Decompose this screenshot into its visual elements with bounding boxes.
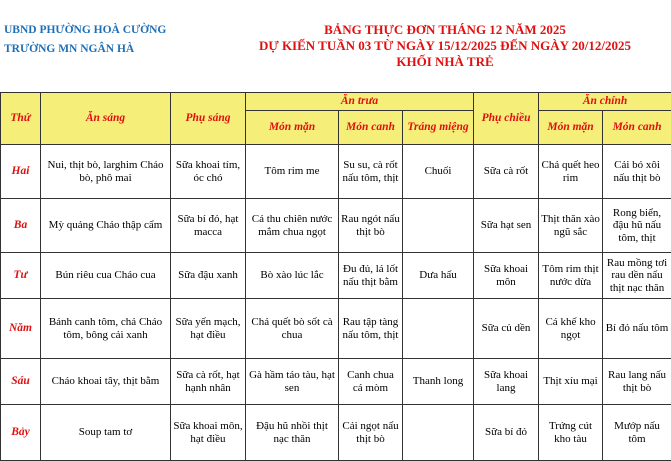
header-phu-sang: Phụ sáng [171,93,246,145]
trang-mieng-cell: Thanh long [403,359,474,405]
table-row [1,299,671,359]
title-line-1: BẢNG THỰC ĐƠN THÁNG 12 NĂM 2025 [220,22,670,38]
table-row [1,253,671,299]
an-sang-cell: Cháo khoai tây, thịt bằm [41,359,171,405]
mon-canh-cell: Đu đủ, lá lốt nấu thịt bằm [339,253,403,299]
title-line-3: KHỐI NHÀ TRẺ [220,54,670,70]
trang-mieng-cell: Dưa hấu [403,253,474,299]
day-cell: Sáu [1,359,41,405]
mon-man-cell: Cá thu chiên nước mắm chua ngọt [246,199,339,253]
org-line-2: TRƯỜNG MN NGÂN HÀ [4,43,134,55]
trang-mieng-cell [403,299,474,359]
mon-canh-cell: Rau tập tàng nấu tôm, thịt [339,299,403,359]
chinh-man-cell: Chả quết heo rim [539,145,603,199]
phu-sang-cell: Sữa đậu xanh [171,253,246,299]
header-chinh-mon-canh: Món canh [603,111,671,145]
an-sang-cell: Bún riêu cua Cháo cua [41,253,171,299]
phu-chieu-cell: Sữa củ dền [474,299,539,359]
day-cell: Bảy [1,405,41,461]
mon-man-cell: Tôm rim me [246,145,339,199]
trang-mieng-cell: Chuối [403,145,474,199]
chinh-man-cell: Trứng cút kho tàu [539,405,603,461]
chinh-canh-cell: Rong biển, đậu hũ nấu tôm, thịt [603,199,671,253]
chinh-canh-cell: Bí đỏ nấu tôm [603,299,671,359]
header-an-sang: Ăn sáng [41,93,171,145]
phu-chieu-cell: Sữa cà rốt [474,145,539,199]
header-mon-man: Món mặn [246,111,339,145]
header-mon-canh: Món canh [339,111,403,145]
menu-table [0,92,671,461]
chinh-canh-cell: Mướp nấu tôm [603,405,671,461]
table-row [1,145,671,199]
chinh-man-cell: Thịt thăn xào ngũ sắc [539,199,603,253]
mon-canh-cell: Rau ngót nấu thịt bò [339,199,403,253]
day-cell: Tư [1,253,41,299]
phu-chieu-cell: Sữa khoai môn [474,253,539,299]
header-chinh-mon-man: Món mặn [539,111,603,145]
title-block [220,22,670,70]
mon-canh-cell: Canh chua cá mòm [339,359,403,405]
trang-mieng-cell [403,199,474,253]
chinh-man-cell: Tôm rim thịt nước dừa [539,253,603,299]
an-sang-cell: Soup tam tơ [41,405,171,461]
an-sang-cell: Mỳ quảng Cháo thập cẩm [41,199,171,253]
org-line-1: UBND PHƯỜNG HOÀ CƯỜNG [4,24,166,36]
header-an-chinh: Ăn chính [539,93,671,111]
an-sang-cell: Bánh canh tôm, chả Cháo tôm, bông cải xanh [41,299,171,359]
chinh-canh-cell: Cải bó xôi nấu thịt bò [603,145,671,199]
mon-man-cell: Bò xào lúc lắc [246,253,339,299]
chinh-man-cell: Thịt xíu mại [539,359,603,405]
an-sang-cell: Nui, thịt bò, larghim Cháo bò, phô mai [41,145,171,199]
phu-chieu-cell: Sữa khoai lang [474,359,539,405]
table-row [1,405,671,461]
phu-sang-cell: Sữa bí đỏ, hạt macca [171,199,246,253]
phu-chieu-cell: Sữa hạt sen [474,199,539,253]
phu-sang-cell: Sữa yến mạch, hạt điều [171,299,246,359]
phu-sang-cell: Sữa cà rốt, hạt hạnh nhân [171,359,246,405]
mon-man-cell: Chả quết bò sốt cà chua [246,299,339,359]
mon-canh-cell: Su su, cà rốt nấu tôm, thịt [339,145,403,199]
header-an-trua: Ăn trưa [246,93,474,111]
trang-mieng-cell [403,405,474,461]
header-phu-chieu: Phụ chiều [474,93,539,145]
chinh-canh-cell: Rau lang nấu thịt bò [603,359,671,405]
header-trang-mieng: Tráng miệng [403,111,474,145]
phu-sang-cell: Sữa khoai môn, hạt điều [171,405,246,461]
header-thu: Thứ [1,93,41,145]
mon-man-cell: Gà hầm táo tàu, hạt sen [246,359,339,405]
table-row [1,359,671,405]
chinh-man-cell: Cá khế kho ngọt [539,299,603,359]
mon-canh-cell: Cải ngọt nấu thịt bò [339,405,403,461]
phu-sang-cell: Sữa khoai tím, óc chó [171,145,246,199]
chinh-canh-cell: Rau mồng tơi rau dền nấu thịt nạc thăn [603,253,671,299]
day-cell: Ba [1,199,41,253]
table-row [1,199,671,253]
phu-chieu-cell: Sữa bí đỏ [474,405,539,461]
day-cell: Hai [1,145,41,199]
title-line-2: DỰ KIẾN TUẦN 03 TỪ NGÀY 15/12/2025 ĐẾN NGÀY 20/12/2025 [220,38,670,54]
day-cell: Năm [1,299,41,359]
mon-man-cell: Đậu hũ nhồi thịt nạc thăn [246,405,339,461]
